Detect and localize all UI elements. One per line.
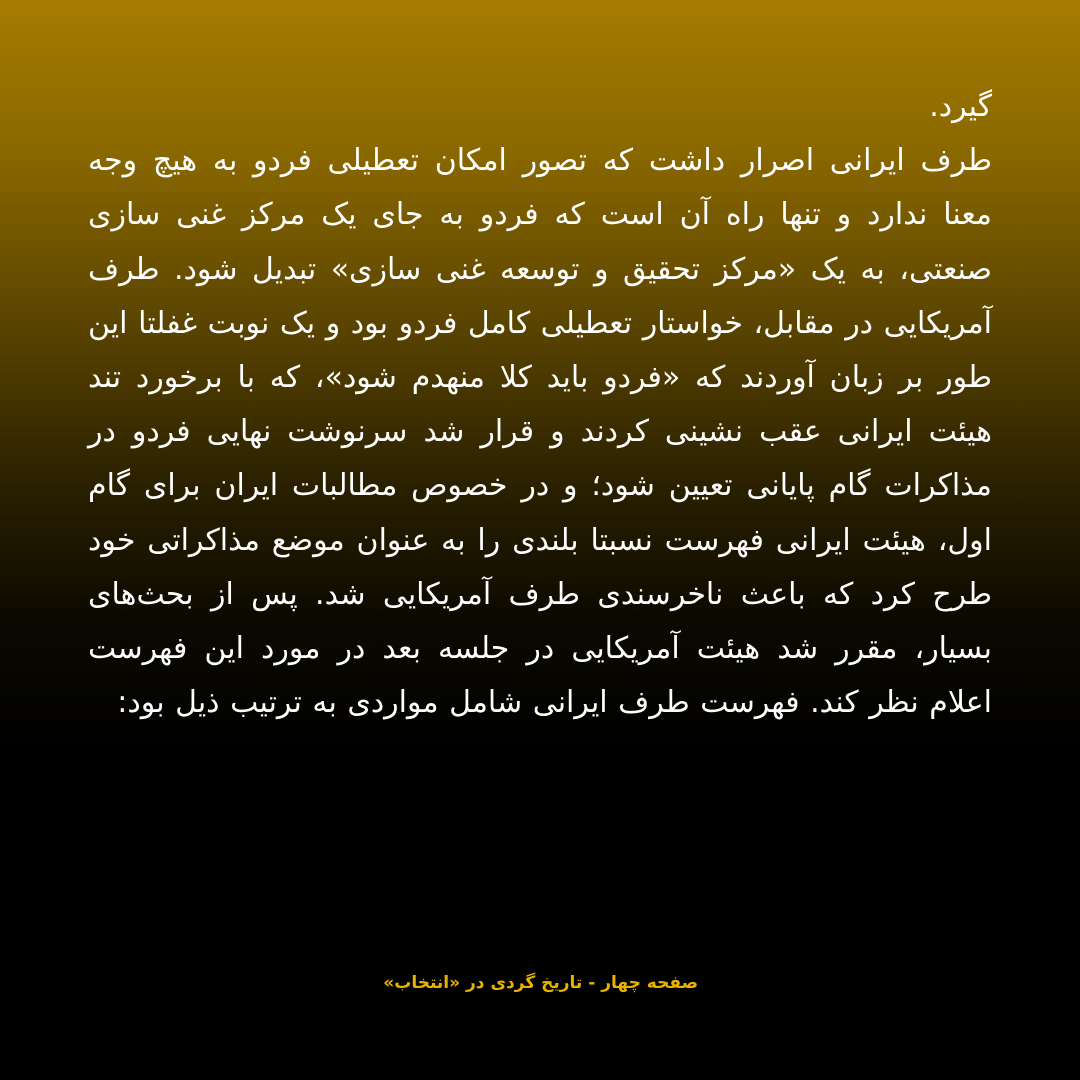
page-footer-caption: صفحه چهار - تاریخ گردی در «انتخاب»: [383, 973, 698, 993]
paragraph-main: طرف ایرانی اصرار داشت که تصور امکان تعطیلی فردو به هیچ وجه معنا ندارد و تنها راه آن است که فردو به جای یک مرکز غنی سازی صنعتی، به یک «مرکز تحقیق و توسعه غنی سازی» تبدیل شود. طرف آمریکایی در مقابل، خواستار تعطیلی کامل فردو بود و یک نوبت غفلتا این طور بر زبان آوردند که «فردو باید کلا منهدم شود»، که با برخورد تند هیئت ایرانی عقب نشینی کردند و قرار شد سرنوشت نهایی فردو در مذاکرات گام پایانی تعیین شود؛ و در خصوص مطالبات ایران برای گام اول، هیئت ایرانی فهرست نسبتا بلندی را به عنوان موضع مذاکراتی خود طرح کرد که باعث ناخرسندی طرف آمریکایی شد. پس از بحث‌های بسیار، مقرر شد هیئت آمریکایی در جلسه بعد در مورد این فهرست اعلام نظر کند. فهرست طرف ایرانی شامل مواردی به ترتیب ذیل بود:: [88, 143, 992, 721]
body-text: [88, 80, 992, 730]
paragraph-continuation: گیرد.: [929, 89, 992, 124]
